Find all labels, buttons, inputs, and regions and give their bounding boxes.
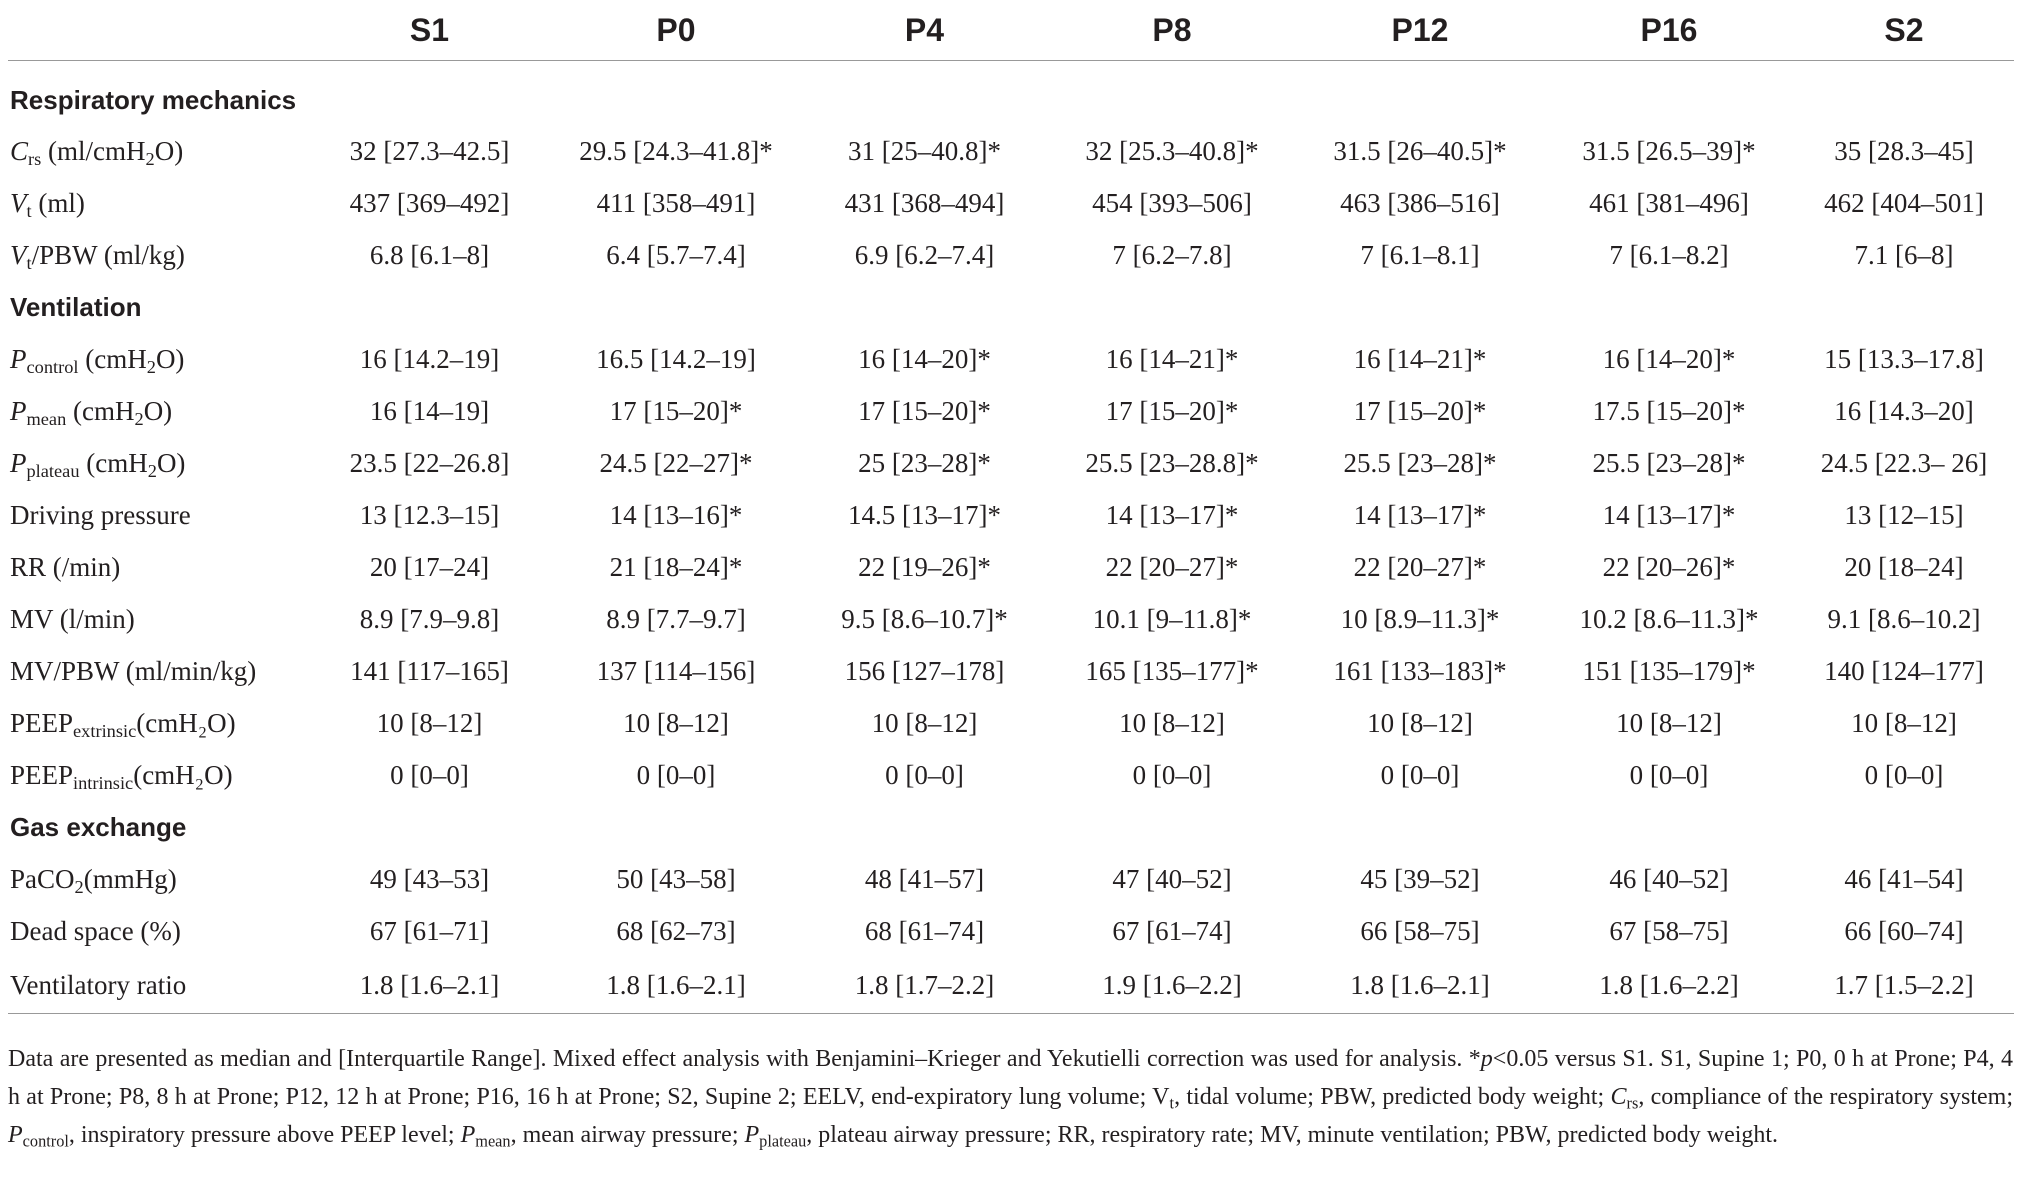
footnote-pcontrol-sub: control [22, 1131, 69, 1151]
table-cell: 10.1 [9–11.8]* [1092, 603, 1252, 634]
table-cell: 0 [0–0] [1864, 759, 1944, 790]
table-cell: 46 [40–52] [1609, 863, 1729, 894]
row-label-subscript: control [26, 356, 79, 377]
table-cell: 1.8 [1.6–2.1] [551, 957, 801, 1014]
row-label-subscript: rs [28, 148, 42, 169]
table-cell: 49 [43–53] [369, 863, 490, 894]
table-cell: 462 [404–501] [1824, 187, 1984, 218]
footnote-pmean-sub: mean [475, 1131, 511, 1151]
table-cell: 21 [18–24]* [609, 551, 743, 582]
table-cell: 25.5 [23–28.8]* [1085, 447, 1259, 478]
table-cell: 411 [358–491] [596, 187, 756, 218]
table-cell: 67 [61–74] [1112, 915, 1232, 946]
table-cell: 25.5 [23–28]* [1343, 447, 1497, 478]
table-footnote [8, 1040, 2013, 1154]
table-cell: 14 [13–17]* [1602, 499, 1736, 530]
table-cell: 17.5 [15–20]* [1592, 395, 1746, 426]
footnote-p-symbol: p [1480, 1046, 1493, 1072]
footnote-pcontrol-main: P [8, 1122, 23, 1148]
table-cell: 463 [386–516] [1340, 187, 1500, 218]
row-label [8, 593, 308, 645]
row-label-unit: O) [154, 135, 184, 166]
row-label-symbol: P [10, 395, 27, 426]
row-label-text: PEEP [10, 707, 74, 738]
row-label [8, 957, 308, 1014]
table-cell: 17 [15–20]* [1105, 395, 1239, 426]
column-header-p8: P8 [1048, 0, 1296, 61]
table-cell: 22 [20–26]* [1602, 551, 1736, 582]
footnote-text-2: <0.05 versus S1. S1, Supine 1; P0, 0 h at Prone; P4, 4 h at Prone; P8, 8 h at Prone; P12, 12 h at Prone; P16, 16 h at Prone; S2, Supine 2; EELV, end-expiratory lung volume; V [8, 1046, 2013, 1110]
table-cell: 67 [61–71] [369, 915, 490, 946]
table-cell: 31 [25–40.8]* [848, 135, 1001, 166]
table-cell: 10 [8–12] [1851, 707, 1957, 738]
row-label [8, 697, 308, 749]
row-label-subscript: plateau [26, 460, 80, 481]
table-cell: 14.5 [13–17]* [848, 499, 1001, 530]
table-row [8, 125, 2014, 177]
table-cell: 31.5 [26–40.5]* [1333, 135, 1507, 166]
table-cell: 47 [40–52] [1112, 863, 1232, 894]
row-label-unit: (cmH₂O) [133, 759, 233, 790]
table-cell: 25 [23–28]* [858, 447, 991, 478]
table-cell: 10 [8–12] [1119, 707, 1225, 738]
table-cell: 437 [369–492] [349, 187, 510, 218]
table-cell: 156 [127–178] [844, 655, 1005, 686]
table-cell: 16.5 [14.2–19] [596, 343, 756, 374]
table-row [8, 437, 2014, 489]
table-cell: 16 [14–21]* [1353, 343, 1487, 374]
row-label-text: Driving pressure [10, 499, 191, 530]
row-label-subscript: t [26, 200, 32, 221]
table-cell: 454 [393–506] [1092, 187, 1252, 218]
row-label-subscript-2: 2 [134, 408, 144, 429]
table-cell: 431 [368–494] [844, 187, 1005, 218]
table-cell: 16 [14–20]* [858, 343, 991, 374]
row-label-text: Ventilatory ratio [10, 969, 187, 1000]
row-label [8, 541, 308, 593]
row-label-text: RR (/min) [10, 551, 121, 582]
table-body [8, 61, 2014, 1014]
table-row [8, 541, 2014, 593]
table-cell: 15 [13.3–17.8] [1824, 343, 1984, 374]
row-label-text: (cmH [79, 447, 148, 478]
table-cell: 8.9 [7.9–9.8] [359, 603, 500, 634]
footnote-vt-sub: t [1169, 1093, 1175, 1113]
table-cell: 24.5 [22.3– 26] [1820, 447, 1988, 478]
table-cell: 10 [8–12] [376, 707, 483, 738]
table-cell: 16 [14–20]* [1602, 343, 1736, 374]
table-cell: 0 [0–0] [390, 759, 469, 790]
row-label-unit: O) [143, 395, 173, 426]
row-label-text: PaCO [10, 863, 75, 894]
row-label-text: (ml) [31, 187, 85, 218]
table-cell: 16 [14.2–19] [359, 343, 500, 374]
table-row [8, 853, 2014, 905]
row-label-text: Dead space (%) [10, 915, 181, 946]
column-header-s1: S1 [308, 0, 551, 61]
footnote-text-4: , compliance of the respiratory system; [1638, 1084, 2014, 1110]
row-label-subscript: t [26, 252, 32, 273]
table-row [8, 333, 2014, 385]
footnote-pplateau-main: P [744, 1122, 760, 1148]
row-label-text: (ml/cmH [41, 135, 146, 166]
row-label-unit: O) [156, 447, 186, 478]
table-cell: 10 [8–12] [1616, 707, 1722, 738]
table-row [8, 385, 2014, 437]
table-cell: 161 [133–183]* [1333, 655, 1507, 686]
table-cell: 6.8 [6.1–8] [369, 239, 490, 270]
row-label [8, 749, 308, 801]
table-cell: 31.5 [26.5–39]* [1582, 135, 1756, 166]
table-cell: 7 [6.2–7.8] [1112, 239, 1232, 270]
section-title: Ventilation [10, 291, 142, 322]
row-label [8, 229, 308, 281]
row-label [8, 489, 308, 541]
row-label [8, 333, 308, 385]
footnote-pmean-main: P [460, 1122, 476, 1148]
footnote-text-7: , plateau airway pressure; RR, respiratory rate; MV, minute ventilation; PBW, predicted body weight. [806, 1122, 1779, 1148]
table-cell: 22 [20–27]* [1353, 551, 1487, 582]
column-header-p16: P16 [1544, 0, 1794, 61]
table-cell: 10 [8–12] [1367, 707, 1473, 738]
table-cell: 66 [60–74] [1844, 915, 1964, 946]
table-cell: 10 [8.9–11.3]* [1340, 603, 1500, 634]
table-cell: 151 [135–179]* [1582, 655, 1756, 686]
table-row [8, 645, 2014, 697]
table-cell: 1.7 [1.5–2.2] [1794, 957, 2014, 1014]
table-cell: 48 [41–57] [864, 863, 985, 894]
row-label-text: /PBW (ml/kg) [31, 239, 185, 270]
row-label-subscript-2: 2 [74, 876, 84, 897]
footnote-text-3: , tidal volume; PBW, predicted body weight; [1174, 1084, 1611, 1110]
row-label-subscript-2: 2 [145, 148, 155, 169]
table-cell: 1.8 [1.6–2.1] [308, 957, 551, 1014]
table-cell: 0 [0–0] [1132, 759, 1212, 790]
section-row [8, 281, 2014, 333]
table-cell: 7 [6.1–8.2] [1609, 239, 1729, 270]
table-cell: 0 [0–0] [1380, 759, 1460, 790]
section-title: Gas exchange [10, 811, 187, 842]
row-label-text: MV/PBW (ml/min/kg) [10, 655, 257, 686]
table-cell: 7 [6.1–8.1] [1360, 239, 1480, 270]
table-cell: 29.5 [24.3–41.8]* [579, 135, 773, 166]
table-cell: 6.4 [5.7–7.4] [606, 239, 746, 270]
table-cell: 7.1 [6–8] [1854, 239, 1954, 270]
row-label-subscript-2: extrinsic [73, 720, 137, 741]
table-cell: 16 [14.3–20] [1834, 395, 1974, 426]
table-cell: 140 [124–177] [1824, 655, 1984, 686]
footnote-text-1: Data are presented as median and [Interquartile Range]. Mixed effect analysis with Benjamini–Krieger and Yekutielli correction was used for analysis. * [8, 1046, 1481, 1072]
table-row [8, 697, 2014, 749]
table-cell: 17 [15–20]* [609, 395, 743, 426]
row-label-unit: O) [155, 343, 185, 374]
column-header-p4: P4 [801, 0, 1048, 61]
row-label [8, 177, 308, 229]
table-cell: 1.9 [1.6–2.2] [1048, 957, 1296, 1014]
footnote-crs-main: C [1610, 1084, 1627, 1110]
table-cell: 1.8 [1.6–2.1] [1296, 957, 1544, 1014]
row-label [8, 853, 308, 905]
table-cell: 35 [28.3–45] [1834, 135, 1974, 166]
section-title: Respiratory mechanics [10, 84, 297, 115]
table-cell: 0 [0–0] [885, 759, 964, 790]
table-cell: 20 [18–24] [1844, 551, 1964, 582]
table-cell: 25.5 [23–28]* [1592, 447, 1746, 478]
table-row [8, 229, 2014, 281]
table-cell: 165 [135–177]* [1085, 655, 1259, 686]
table-cell: 45 [39–52] [1360, 863, 1480, 894]
row-label-symbol: V [10, 239, 27, 270]
table-cell: 13 [12.3–15] [359, 499, 500, 530]
table-row [8, 177, 2014, 229]
table-cell: 10 [8–12] [871, 707, 978, 738]
table-cell: 68 [62–73] [616, 915, 736, 946]
table-cell: 10.2 [8.6–11.3]* [1579, 603, 1759, 634]
row-label-unit: (cmH₂O) [136, 707, 236, 738]
header-label-cell [8, 0, 308, 61]
table-cell: 14 [13–17]* [1105, 499, 1239, 530]
table-cell: 32 [27.3–42.5] [349, 135, 510, 166]
row-label-text: (cmH [66, 395, 135, 426]
section-row [8, 61, 2014, 126]
table-cell: 66 [58–75] [1360, 915, 1480, 946]
footnote-crs-sub: rs [1626, 1093, 1639, 1113]
row-label [8, 437, 308, 489]
table-cell: 22 [20–27]* [1105, 551, 1239, 582]
row-label-symbol: V [10, 187, 27, 218]
table-row [8, 905, 2014, 957]
table-cell: 32 [25.3–40.8]* [1085, 135, 1259, 166]
table-cell: 0 [0–0] [1629, 759, 1709, 790]
row-label-subscript-2: 2 [147, 460, 157, 481]
row-label [8, 905, 308, 957]
table-cell: 1.8 [1.7–2.2] [801, 957, 1048, 1014]
header-row [8, 0, 2014, 61]
table-row [8, 749, 2014, 801]
row-label-subscript-2: 2 [146, 356, 156, 377]
row-label [8, 125, 308, 177]
table-cell: 461 [381–496] [1589, 187, 1749, 218]
table-cell: 22 [19–26]* [858, 551, 991, 582]
table-cell: 9.1 [8.6–10.2] [1827, 603, 1981, 634]
table-row [8, 489, 2014, 541]
row-label-symbol: P [10, 343, 27, 374]
row-label-text: (cmH [78, 343, 147, 374]
table-cell: 141 [117–165] [350, 655, 509, 686]
column-header-p12: P12 [1296, 0, 1544, 61]
row-label [8, 385, 308, 437]
table-cell: 14 [13–17]* [1353, 499, 1487, 530]
table-cell: 17 [15–20]* [1353, 395, 1487, 426]
section-row [8, 801, 2014, 853]
results-table [8, 0, 2014, 1014]
table-cell: 50 [43–58] [616, 863, 736, 894]
table-cell: 16 [14–19] [369, 395, 490, 426]
table-cell: 16 [14–21]* [1105, 343, 1239, 374]
footnote-text-6: , mean airway pressure; [510, 1122, 745, 1148]
table-cell: 20 [17–24] [369, 551, 490, 582]
row-label-text: MV (l/min) [10, 603, 135, 634]
table-cell: 8.9 [7.7–9.7] [606, 603, 746, 634]
row-label-subscript-2: intrinsic [73, 772, 134, 793]
table-row [8, 593, 2014, 645]
table-cell: 6.9 [6.2–7.4] [854, 239, 995, 270]
table-cell: 46 [41–54] [1844, 863, 1964, 894]
column-header-p0: P0 [551, 0, 801, 61]
row-label-symbol: C [10, 135, 29, 166]
table-cell: 17 [15–20]* [858, 395, 991, 426]
row-label-text: PEEP [10, 759, 74, 790]
table-cell: 67 [58–75] [1609, 915, 1729, 946]
table-cell: 13 [12–15] [1844, 499, 1964, 530]
footnote-text-5: , inspiratory pressure above PEEP level; [68, 1122, 461, 1148]
row-label-subscript: mean [26, 408, 67, 429]
table-cell: 23.5 [22–26.8] [349, 447, 510, 478]
row-label-symbol: P [10, 447, 27, 478]
table-cell: 0 [0–0] [636, 759, 716, 790]
table-cell: 24.5 [22–27]* [599, 447, 753, 478]
table-row [8, 957, 2014, 1014]
row-label-unit: (mmHg) [83, 863, 177, 894]
row-label [8, 645, 308, 697]
table-cell: 1.8 [1.6–2.2] [1544, 957, 1794, 1014]
table-cell: 137 [114–156] [596, 655, 756, 686]
column-header-s2: S2 [1794, 0, 2014, 61]
footnote-pplateau-sub: plateau [759, 1131, 807, 1151]
table-cell: 14 [13–16]* [609, 499, 743, 530]
table-cell: 10 [8–12] [623, 707, 729, 738]
table-cell: 68 [61–74] [864, 915, 985, 946]
table-cell: 9.5 [8.6–10.7]* [841, 603, 1008, 634]
